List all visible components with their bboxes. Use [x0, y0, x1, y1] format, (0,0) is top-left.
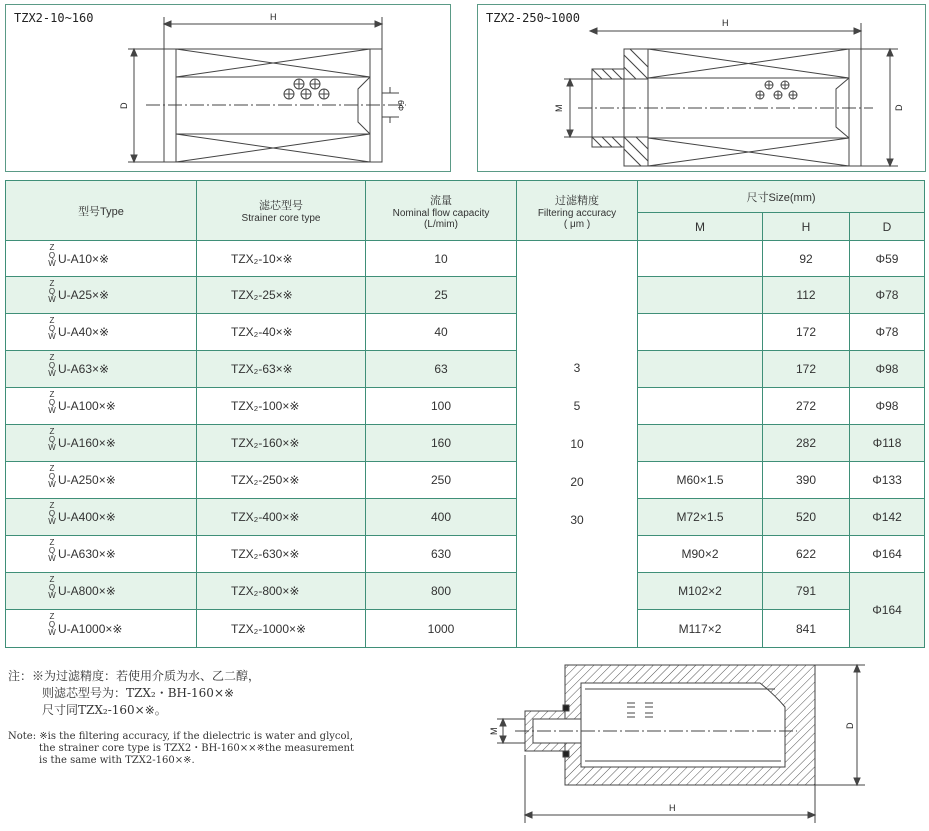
note-cn-line3: 尺寸同TZX₂-160×※。 — [42, 703, 167, 717]
cell-core: TZX₂-63×※ — [197, 351, 366, 388]
type-name: U-A160×※ — [58, 436, 116, 450]
cell-type — [6, 277, 197, 314]
cell-accuracy — [517, 241, 638, 648]
note-cn-line2: 则滤芯型号为：TZX₂・BH-160×※ — [42, 686, 235, 700]
note-en-line1: Note: ※is the filtering accuracy, if the dielectric is water and glycol, — [8, 731, 353, 742]
filter-section-drawing — [485, 655, 885, 830]
header-core: 滤芯型号 Strainer core type — [197, 181, 366, 241]
cell-core: TZX₂-1000×※ — [197, 610, 366, 648]
dim-label-phi9: Φ9 — [397, 100, 406, 111]
cell-H: 520 — [763, 499, 850, 536]
note-en — [8, 731, 354, 767]
header-accuracy: 过滤精度 Filtering accuracy ( μm ) — [517, 181, 638, 241]
header-D: D — [850, 213, 925, 241]
accuracy-value: 3 — [573, 361, 581, 375]
cell-core: TZX₂-160×※ — [197, 425, 366, 462]
table-row — [6, 573, 925, 610]
header-size: 尺寸Size(mm) — [638, 181, 925, 213]
accuracy-value: 20 — [570, 475, 584, 489]
dim-label-H: H — [270, 12, 277, 22]
accuracy-value: 30 — [570, 513, 584, 527]
table-row — [6, 314, 925, 351]
cell-flow: 630 — [366, 536, 517, 573]
cell-H: 92 — [763, 241, 850, 277]
type-prefix-zqw: Z Q W — [48, 279, 56, 304]
cell-flow: 63 — [366, 351, 517, 388]
cell-D: Φ142 — [850, 499, 925, 536]
type-prefix-zqw: Z Q W — [48, 612, 56, 637]
type-prefix-zqw: Z Q W — [48, 427, 56, 452]
cell-M — [638, 241, 763, 277]
type-name: U-A400×※ — [58, 510, 116, 524]
type-prefix-zqw: Z Q W — [48, 501, 56, 526]
cell-M: M90×2 — [638, 536, 763, 573]
type-prefix-zqw: Z Q W — [48, 575, 56, 600]
cell-H: 390 — [763, 462, 850, 499]
cell-type — [6, 241, 197, 277]
cell-M: M117×2 — [638, 610, 763, 648]
cell-core: TZX₂-800×※ — [197, 573, 366, 610]
header-flow: 流量 Nominal flow capacity (L/mim) — [366, 181, 517, 241]
cell-type — [6, 462, 197, 499]
table-row — [6, 536, 925, 573]
diagram-panel-large — [477, 4, 926, 172]
spec-table — [5, 180, 925, 648]
dim-label-D: D — [119, 102, 129, 109]
cell-core: TZX₂-630×※ — [197, 536, 366, 573]
type-prefix-zqw: Z Q W — [48, 390, 56, 415]
cell-D: Φ164 — [850, 536, 925, 573]
cell-type — [6, 536, 197, 573]
header-type: 型号Type — [6, 181, 197, 241]
cell-flow: 100 — [366, 388, 517, 425]
table-row — [6, 610, 925, 648]
cell-H: 282 — [763, 425, 850, 462]
cell-flow: 250 — [366, 462, 517, 499]
cell-flow: 25 — [366, 277, 517, 314]
type-name: U-A100×※ — [58, 399, 116, 413]
type-name: U-A63×※ — [58, 362, 110, 376]
cell-type — [6, 314, 197, 351]
note-cn-line1: 注：※为过滤精度：若使用介质为水、乙二醇， — [8, 669, 261, 683]
table-row — [6, 388, 925, 425]
cell-M — [638, 277, 763, 314]
cell-M — [638, 314, 763, 351]
dim-label-D-large: D — [894, 104, 904, 111]
cell-flow: 40 — [366, 314, 517, 351]
type-name: U-A1000×※ — [58, 621, 123, 636]
cell-D: Φ59 — [850, 241, 925, 277]
type-name: U-A40×※ — [58, 325, 110, 339]
diagram-title-small: TZX2-10~160 — [14, 11, 94, 25]
type-name: U-A630×※ — [58, 547, 116, 561]
cell-M: M60×1.5 — [638, 462, 763, 499]
cell-D: Φ78 — [850, 277, 925, 314]
filter-drawing-small — [6, 5, 450, 171]
cell-flow: 1000 — [366, 610, 517, 648]
cell-core: TZX₂-250×※ — [197, 462, 366, 499]
diagram-title-large: TZX2-250~1000 — [486, 11, 580, 25]
note-en-line2: the strainer core type is TZX2・BH-160××※the measurement — [39, 743, 354, 754]
cell-type — [6, 425, 197, 462]
cell-D: Φ78 — [850, 314, 925, 351]
cell-type — [6, 388, 197, 425]
cell-D: Φ133 — [850, 462, 925, 499]
diagram-panel-small — [5, 4, 451, 172]
section-dim-M: M — [489, 727, 499, 735]
cell-flow: 400 — [366, 499, 517, 536]
note-en-line3: is the same with TZX2-160×※. — [39, 755, 195, 766]
cell-M — [638, 388, 763, 425]
header-H: H — [763, 213, 850, 241]
type-prefix-zqw: Z Q W — [48, 538, 56, 563]
cell-D: Φ98 — [850, 388, 925, 425]
cell-flow: 10 — [366, 241, 517, 277]
cell-flow: 160 — [366, 425, 517, 462]
header-M: M — [638, 213, 763, 241]
section-dim-H: H — [669, 803, 676, 813]
type-prefix-zqw: Z Q W — [48, 464, 56, 489]
cell-type — [6, 351, 197, 388]
type-name: U-A25×※ — [58, 288, 110, 302]
type-name: U-A250×※ — [58, 473, 116, 487]
cell-type — [6, 499, 197, 536]
cell-core: TZX₂-100×※ — [197, 388, 366, 425]
section-dim-D: D — [845, 722, 855, 729]
cell-H: 622 — [763, 536, 850, 573]
cell-D: Φ164 — [850, 573, 925, 648]
cell-type — [6, 573, 197, 610]
type-prefix-zqw: Z Q W — [48, 243, 56, 268]
cell-M: M72×1.5 — [638, 499, 763, 536]
cell-H: 172 — [763, 314, 850, 351]
table-row — [6, 462, 925, 499]
cell-D: Φ98 — [850, 351, 925, 388]
cell-type — [6, 610, 197, 648]
type-name: U-A10×※ — [58, 251, 110, 266]
table-row — [6, 351, 925, 388]
cell-H: 172 — [763, 351, 850, 388]
dim-label-H-large: H — [722, 18, 729, 28]
cell-flow: 800 — [366, 573, 517, 610]
cell-core: TZX₂-10×※ — [197, 241, 366, 277]
table-row — [6, 277, 925, 314]
accuracy-value: 10 — [570, 437, 584, 451]
table-row — [6, 499, 925, 536]
cell-D: Φ118 — [850, 425, 925, 462]
cell-M — [638, 425, 763, 462]
accuracy-value: 5 — [573, 399, 581, 413]
cell-H: 841 — [763, 610, 850, 648]
table-row — [6, 425, 925, 462]
cell-M: M102×2 — [638, 573, 763, 610]
cell-core: TZX₂-40×※ — [197, 314, 366, 351]
cell-core: TZX₂-25×※ — [197, 277, 366, 314]
dim-label-M-large: M — [554, 104, 564, 112]
cell-H: 791 — [763, 573, 850, 610]
type-prefix-zqw: Z Q W — [48, 353, 56, 378]
cell-H: 112 — [763, 277, 850, 314]
note-cn — [8, 668, 260, 719]
type-prefix-zqw: Z Q W — [48, 316, 56, 341]
cell-H: 272 — [763, 388, 850, 425]
cell-M — [638, 351, 763, 388]
filter-drawing-large — [478, 5, 925, 171]
type-name: U-A800×※ — [58, 584, 116, 598]
table-row — [6, 241, 925, 277]
cell-core: TZX₂-400×※ — [197, 499, 366, 536]
